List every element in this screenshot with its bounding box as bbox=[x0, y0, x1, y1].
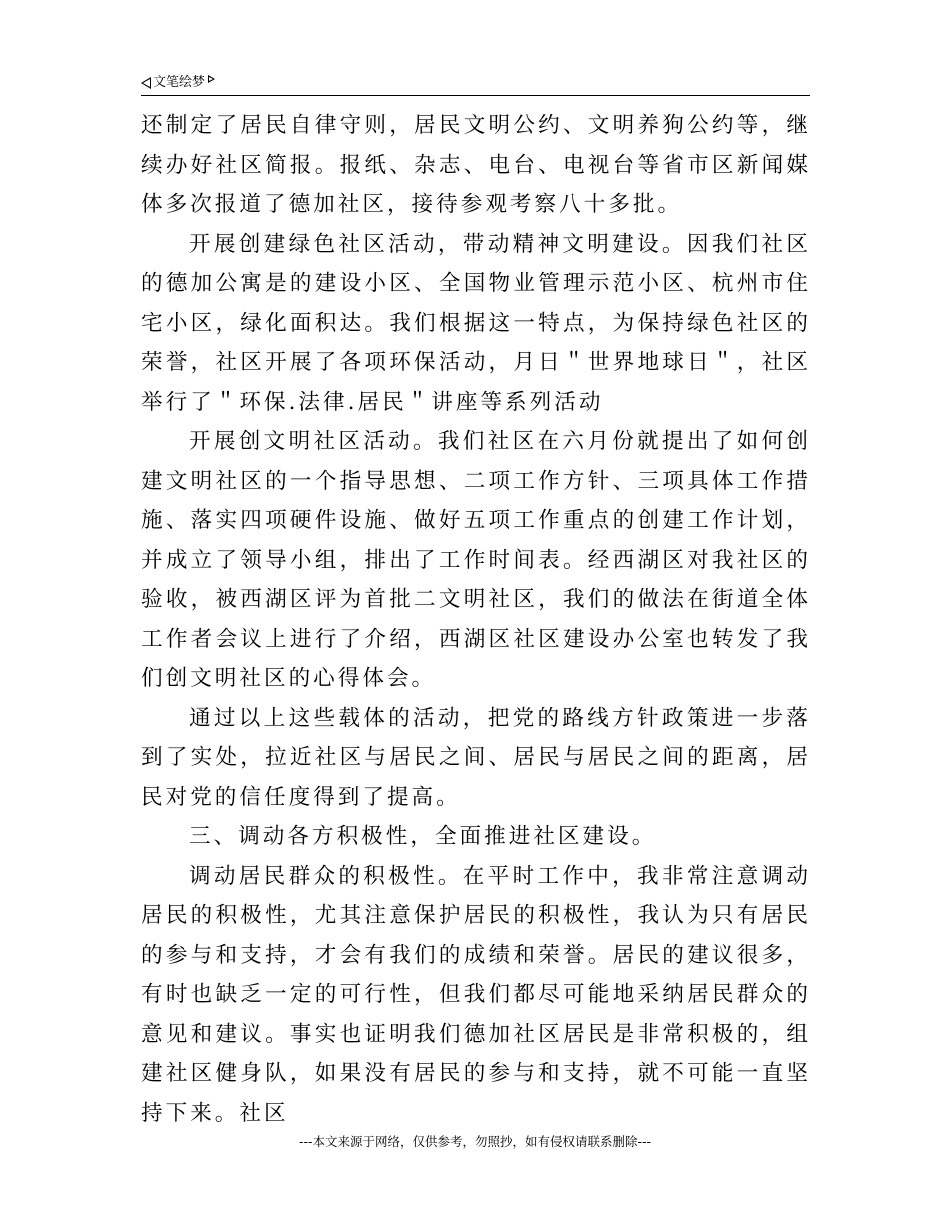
paragraph-civilized-community: 开展创文明社区活动。我们社区在六月份就提出了如何创建文明社区的一个指导思想、二项工作方针、三项具体工作措施、落实四项硬件设施、做好五项工作重点的创建工作计划，并成立了领导小组，排出了工作时间表。经西湖区对我社区的验收，被西湖区评为首批二文明社区，我们的做法在街道全体工作者会议上进行了介绍，西湖区社区建设办公室也转发了我们创文明社区的心得体会。 bbox=[141, 429, 811, 691]
right-triangle-icon bbox=[208, 75, 215, 83]
brand-label: 文笔绘梦 bbox=[153, 75, 206, 90]
page-header bbox=[141, 73, 810, 96]
paragraph-continuation: 还制定了居民自律守则，居民文明公约、文明养狗公约等，继续办好社区简报。报纸、杂志、电台、电视台等省市区新闻媒体多次报道了德加社区，接待参观考察八十多批。 bbox=[141, 113, 811, 217]
brand bbox=[141, 73, 215, 93]
paragraph-activities-summary: 通过以上这些载体的活动，把党的路线方针政策进一步落到了实处，拉近社区与居民之间、居民与居民之间的距离，居民对党的信任度得到了提高。 bbox=[141, 705, 811, 810]
section-heading-three: 三、调动各方积极性，全面推进社区建设。 bbox=[189, 824, 657, 849]
footer-notice: ---本文来源于网络，仅供参考，勿照抄，如有侵权请联系删除--- bbox=[298, 1134, 652, 1149]
left-triangle-icon bbox=[141, 77, 151, 89]
paragraph-green-community: 开展创建绿色社区活动，带动精神文明建设。因我们社区的德加公寓是的建设小区、全国物业管理示范小区、杭州市住宅小区，绿化面积达。我们根据这一特点，为保持绿色社区的荣誉，社区开展了各项环保活动，月日＂世界地球日＂，社区举行了＂环保.法律.居民＂讲座等系列活动 bbox=[141, 231, 811, 415]
paragraph-resident-enthusiasm: 调动居民群众的积极性。在平时工作中，我非常注意调动居民的积极性，尤其注意保护居民的积极性，我认为只有居民的参与和支持，才会有我们的成绩和荣誉。居民的建议很多，有时也缺乏一定的可行性，但我们都尽可能地采纳居民群众的意见和建议。事实也证明我们德加社区居民是非常积极的，组建社区健身队，如果没有居民的参与和支持，就不可能一直坚持下来。社区 bbox=[141, 863, 811, 1126]
document-body bbox=[141, 106, 811, 1133]
